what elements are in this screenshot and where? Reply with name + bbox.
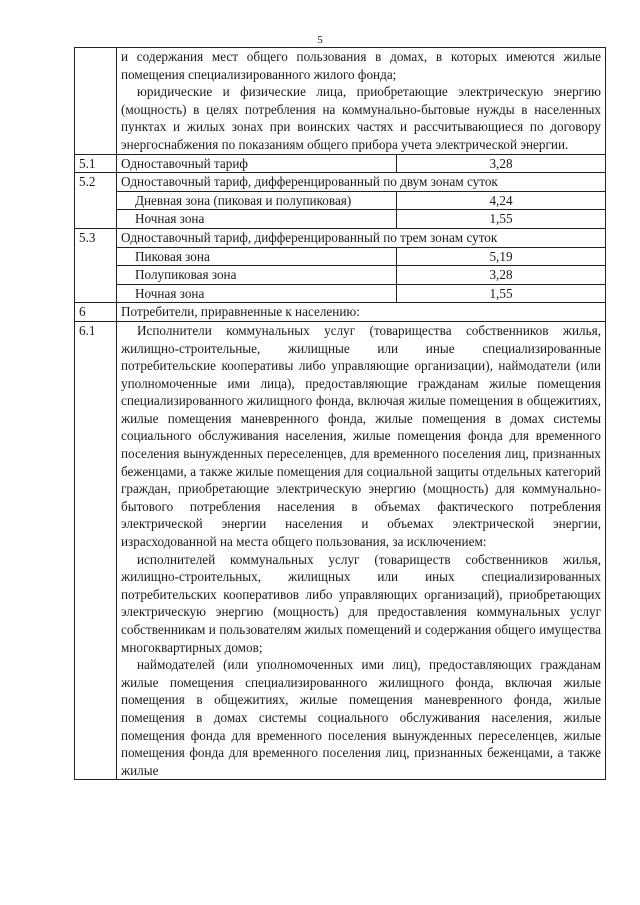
zone-value: 1,55 [397,210,606,229]
table-row [75,173,606,192]
row-number: 6 [75,303,117,322]
paragraph: юридические и физические лица, приобретающие электрическую энергию (мощность) в целях потребления на коммунально-бытовые нужды в населенных пунктах и жилых зонах при воинских частях и рассчитывающиеся по договору энергоснабжения по показаниям общего прибора учета электрической энергии. [121,84,601,152]
tariff-heading: Одноставочный тариф, дифференцированный по трем зонам суток [117,228,606,247]
table-row [75,247,606,266]
row-number: 5.2 [75,173,117,229]
tariff-heading: Одноставочный тариф, дифференцированный по двум зонам суток [117,173,606,192]
tariff-value: 3,28 [397,154,606,173]
number-cell [75,48,117,155]
tariff-label: Одноставочный тариф [117,154,397,173]
paragraph: исполнителей коммунальных услуг (товариществ собственников жилья, жилищно-строительных, жилищных или иных специализированных потребительских кооперативов либо управляющих организаций), приобретающих электрическую энергию (мощность) для предоставления коммунальных услуг собственникам и пользователям жилых помещений и содержания общего имущества многоквартирных домов; [121,551,601,655]
table-row [75,284,606,303]
zone-label: Пиковая зона [117,247,397,266]
zone-label: Ночная зона [117,284,397,303]
table-row [75,228,606,247]
zone-label: Полупиковая зона [117,266,397,285]
row-number: 5.1 [75,154,117,173]
zone-value: 5,19 [397,247,606,266]
paragraph: наймодателей (или уполномоченных ими лиц), предоставляющих гражданам жилые помещения специализированного жилищного фонда, включая жилые помещения в общежитиях, жилые помещения маневренного фонда, жилые помещения в домах системы социального обслуживания населения, жилые помещения фонда для временного поселения вынужденных переселенцев, жилые помещения фонда для временного поселения лиц, признанных беженцами, а также жилые [121,657,601,778]
section-heading: Потребители, приравненные к населению: [117,303,606,322]
zone-value: 3,28 [397,266,606,285]
table-row [75,191,606,210]
table-row [75,210,606,229]
description-cell [117,48,606,155]
paragraph: Исполнители коммунальных услуг (товарищества собственников жилья, жилищно-строительные, жилищные или иные специализированные потребительские кооперативы либо управляющие организации), наймодатели (или уполномоченные ими лица), предоставляющие гражданам жилые помещения специализированного жилищного фонда, включая жилые помещения в общежитиях, жилые помещения маневренного фонда, жилые помещения в домах системы социального обслуживания населения, жилые помещения фонда для временного поселения вынужденных переселенцев, для временного поселения лиц, признанных беженцами, а также жилые помещения для социальной защиты отдельных категорий граждан, приобретающие электрическую энергию (мощность) для коммунально-бытового потребления населения в объемах фактического потребления электрической энергии населения и объемах электрической энергии, израсходованной на места общего пользования, за исключением: [121,322,601,550]
table-row [75,303,606,322]
zone-value: 4,24 [397,191,606,210]
table-row [75,266,606,285]
paragraph: и содержания мест общего пользования в домах, в которых имеются жилые помещения специализированного жилого фонда; [121,49,601,82]
tariff-table [74,47,606,780]
zone-value: 1,55 [397,284,606,303]
table-row-continuation [75,48,606,155]
description-cell [117,321,606,779]
zone-label: Ночная зона [117,210,397,229]
page-number: 5 [317,34,323,46]
zone-label: Дневная зона (пиковая и полупиковая) [117,191,397,210]
row-number: 6.1 [75,321,117,779]
row-number: 5.3 [75,228,117,302]
table-row [75,154,606,173]
table-row [75,321,606,779]
